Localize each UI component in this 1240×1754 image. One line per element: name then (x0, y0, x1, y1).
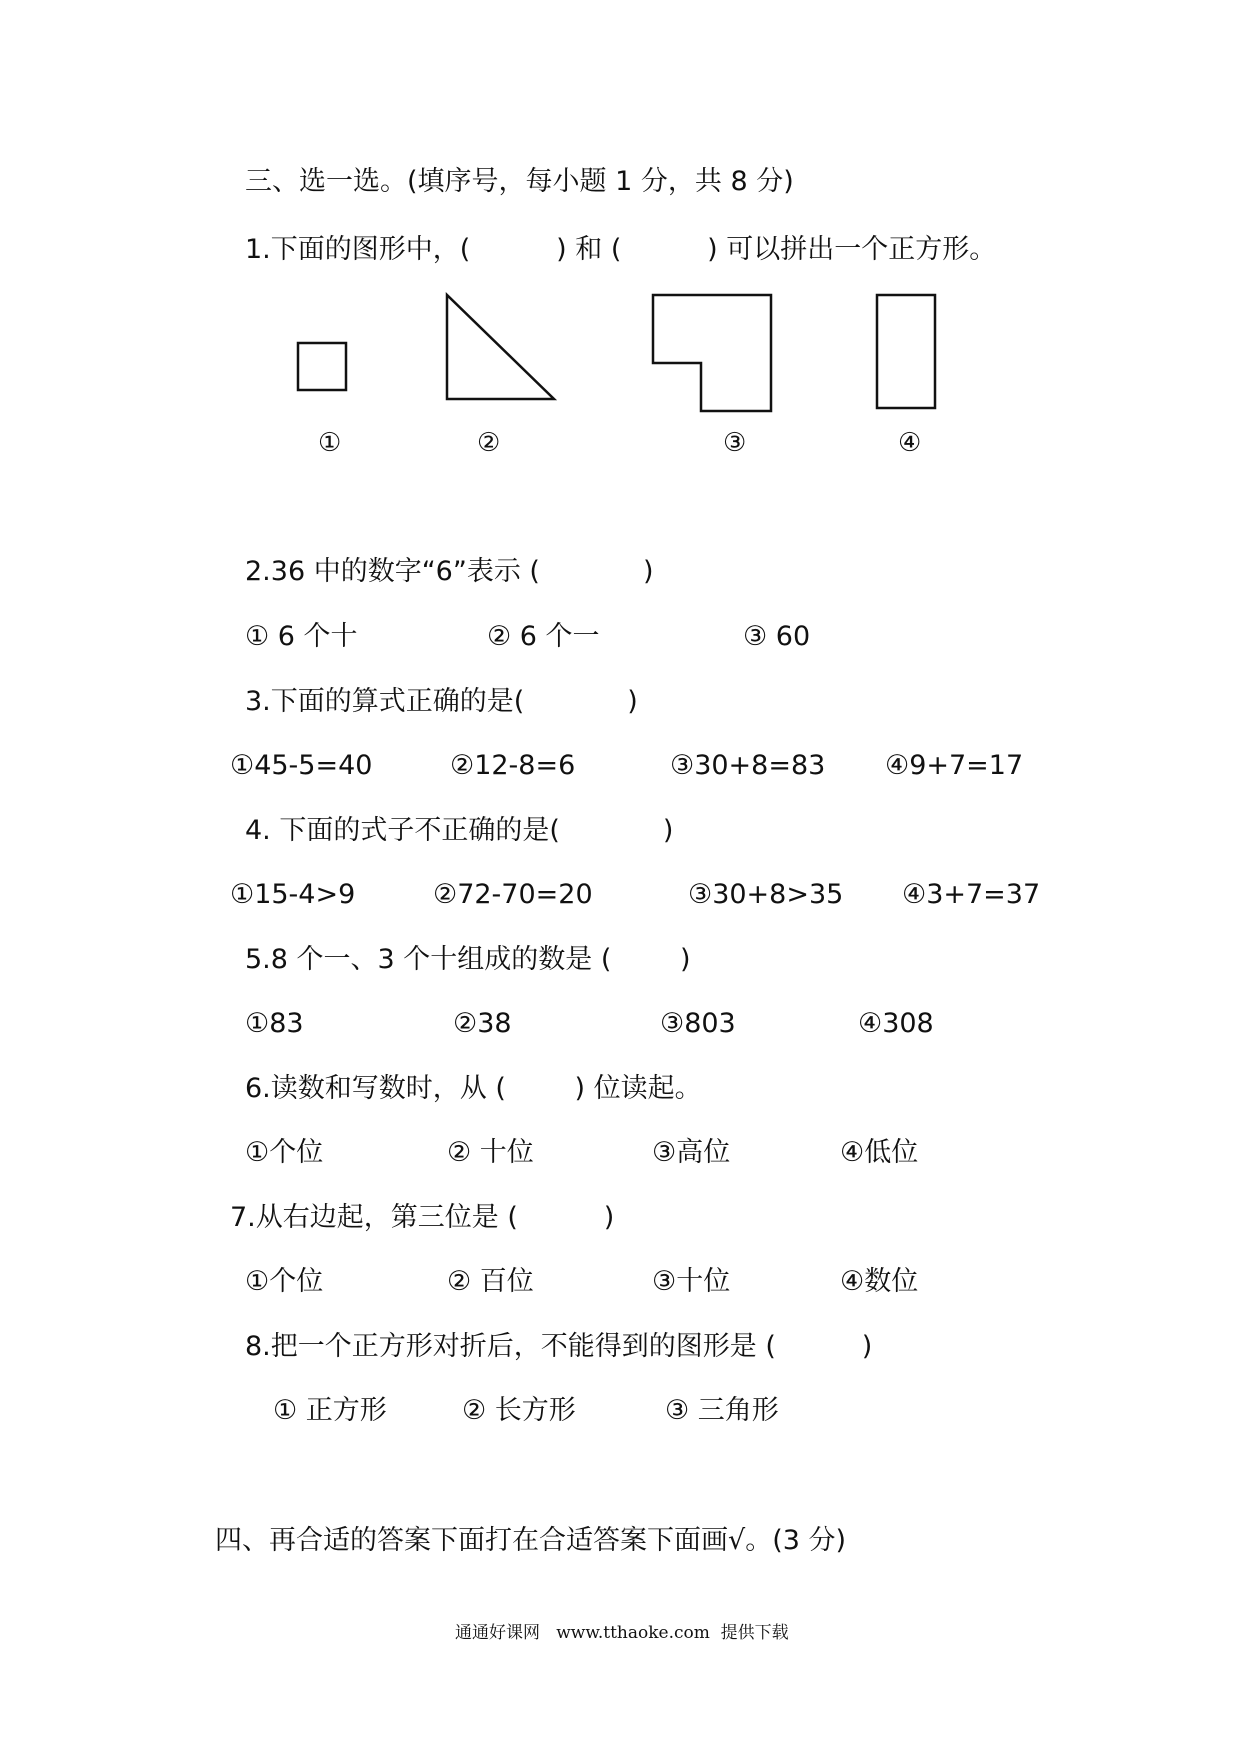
q5-option-4: ④308 (858, 1008, 934, 1039)
question-1-text: 1.下面的图形中，( ) 和 ( ) 可以拼出一个正方形。 (245, 234, 997, 265)
question-2-text: 2.36 中的数字“6”表示 ( ) (245, 556, 654, 587)
question-6-text: 6.读数和写数时，从 ( ) 位读起。 (245, 1073, 702, 1104)
q4-option-3: ③30+8>35 (688, 879, 844, 910)
q5-option-2: ②38 (453, 1008, 512, 1039)
q7-option-2: ② 百位 (447, 1266, 534, 1297)
q6-option-3: ③高位 (652, 1137, 731, 1168)
q1-label-4: ④ (898, 428, 922, 458)
q4-option-4: ④3+7=37 (902, 879, 1041, 910)
question-8-text: 8.把一个正方形对折后，不能得到的图形是 ( ) (245, 1331, 873, 1362)
q1-label-1: ① (318, 428, 342, 458)
q6-option-1: ①个位 (245, 1137, 324, 1168)
q3-option-3: ③30+8=83 (670, 750, 826, 781)
question-7-text: 7.从右边起，第三位是 ( ) (230, 1202, 615, 1233)
small-square-icon (298, 343, 346, 390)
q6-option-2: ② 十位 (447, 1137, 534, 1168)
q5-option-1: ①83 (245, 1008, 304, 1039)
q3-option-1: ①45-5=40 (230, 750, 373, 781)
q2-option-1: ① 6 个十 (245, 621, 358, 652)
q3-option-2: ②12-8=6 (450, 750, 576, 781)
q2-option-2: ② 6 个一 (487, 621, 600, 652)
footer-text: 通通好课网 www.tthaoke.com 提供下载 (455, 1623, 789, 1643)
q1-label-3: ③ (723, 428, 747, 458)
q4-option-1: ①15-4>9 (230, 879, 356, 910)
q8-option-1: ① 正方形 (273, 1395, 387, 1426)
q3-option-4: ④9+7=17 (885, 750, 1024, 781)
q6-option-4: ④低位 (840, 1137, 919, 1168)
q2-option-3: ③ 60 (743, 621, 811, 652)
q1-label-2: ② (477, 428, 501, 458)
question-3-text: 3.下面的算式正确的是( ) (245, 686, 638, 717)
tall-rectangle-icon (877, 295, 935, 408)
l-shape-icon (653, 295, 771, 411)
question-4-text: 4. 下面的式子不正确的是( ) (245, 815, 674, 846)
q8-option-3: ③ 三角形 (665, 1395, 779, 1426)
section-3-heading: 三、选一选。(填序号，每小题 1 分，共 8 分) (245, 166, 794, 197)
right-triangle-icon (447, 295, 554, 399)
q7-option-1: ①个位 (245, 1266, 324, 1297)
question-5-text: 5.8 个一、3 个十组成的数是 ( ) (245, 944, 691, 975)
q4-option-2: ②72-70=20 (433, 879, 593, 910)
section-4-heading: 四、再合适的答案下面打在合适答案下面画√。(3 分) (215, 1525, 847, 1556)
q5-option-3: ③803 (660, 1008, 736, 1039)
q7-option-4: ④数位 (840, 1266, 919, 1297)
q8-option-2: ② 长方形 (462, 1395, 576, 1426)
q7-option-3: ③十位 (652, 1266, 731, 1297)
